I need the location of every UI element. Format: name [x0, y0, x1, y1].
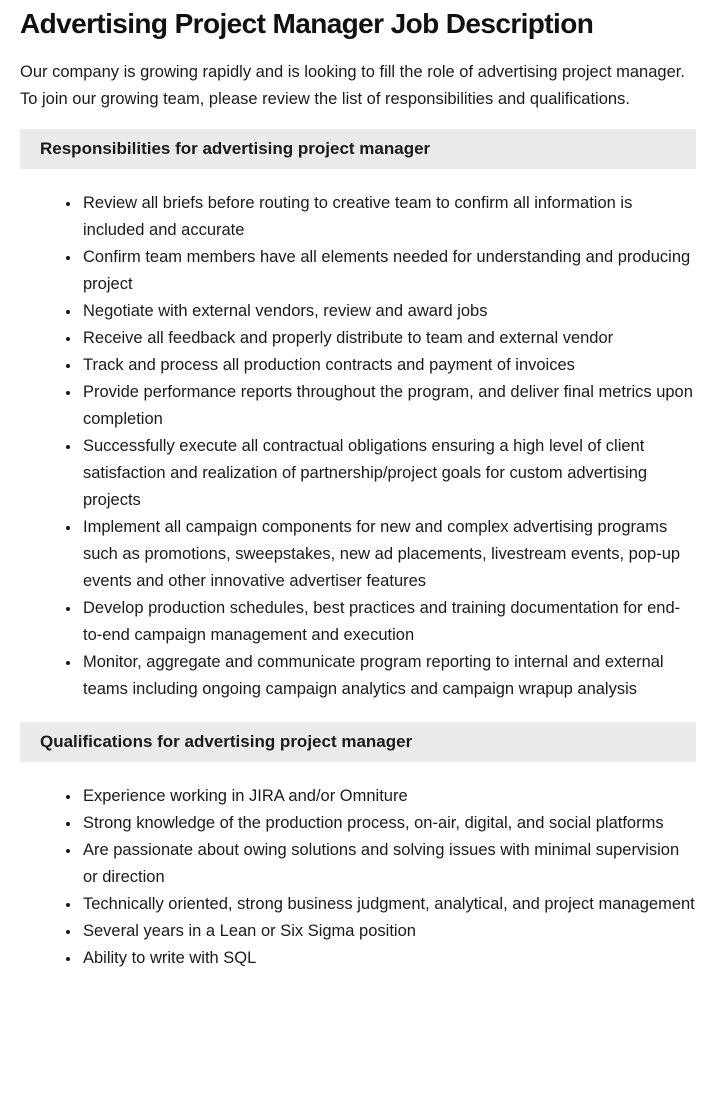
list-item: • Experience working in JIRA and/or Omniture — [81, 783, 696, 810]
section-heading-qualifications: Qualifications for advertising project manager — [40, 732, 413, 751]
responsibilities-list — [20, 190, 696, 703]
list-item: • Implement all campaign components for new and complex advertising programs such as promotions, sweepstakes, new ad placements, livestream events, pop-up events and other innovative advertiser features — [81, 514, 696, 595]
list-item: • Track and process all production contracts and payment of invoices — [81, 352, 696, 379]
section-header-responsibilities — [20, 129, 696, 169]
section-header-qualifications — [20, 722, 696, 762]
page-title: Advertising Project Manager Job Description — [20, 8, 594, 39]
qualifications-list — [20, 783, 696, 972]
list-item: • Monitor, aggregate and communicate program reporting to internal and external teams including ongoing campaign analytics and campaign wrapup analysis — [81, 649, 696, 703]
list-item: • Are passionate about owing solutions and solving issues with minimal supervision or direction — [81, 837, 696, 891]
list-item: • Negotiate with external vendors, review and award jobs — [81, 298, 696, 325]
list-item: • Strong knowledge of the production process, on-air, digital, and social platforms — [81, 810, 696, 837]
list-item: • Technically oriented, strong business judgment, analytical, and project management — [81, 891, 696, 918]
list-item: • Develop production schedules, best practices and training documentation for end-to-end campaign management and execution — [81, 595, 696, 649]
list-item: • Confirm team members have all elements needed for understanding and producing project — [81, 244, 696, 298]
list-item: • Successfully execute all contractual obligations ensuring a high level of client satisfaction and realization of partnership/project goals for custom advertising projects — [81, 433, 696, 514]
list-item: • Ability to write with SQL — [81, 945, 696, 972]
section-heading-responsibilities: Responsibilities for advertising project manager — [40, 139, 431, 158]
list-item: • Receive all feedback and properly distribute to team and external vendor — [81, 325, 696, 352]
list-item: • Review all briefs before routing to creative team to confirm all information is included and accurate — [81, 190, 696, 244]
list-item: • Provide performance reports throughout the program, and deliver final metrics upon completion — [81, 379, 696, 433]
intro-paragraph: Our company is growing rapidly and is looking to fill the role of advertising project manager. To join our growing team, please review the list of responsibilities and qualifications. — [20, 63, 685, 108]
list-item: • Several years in a Lean or Six Sigma position — [81, 918, 696, 945]
